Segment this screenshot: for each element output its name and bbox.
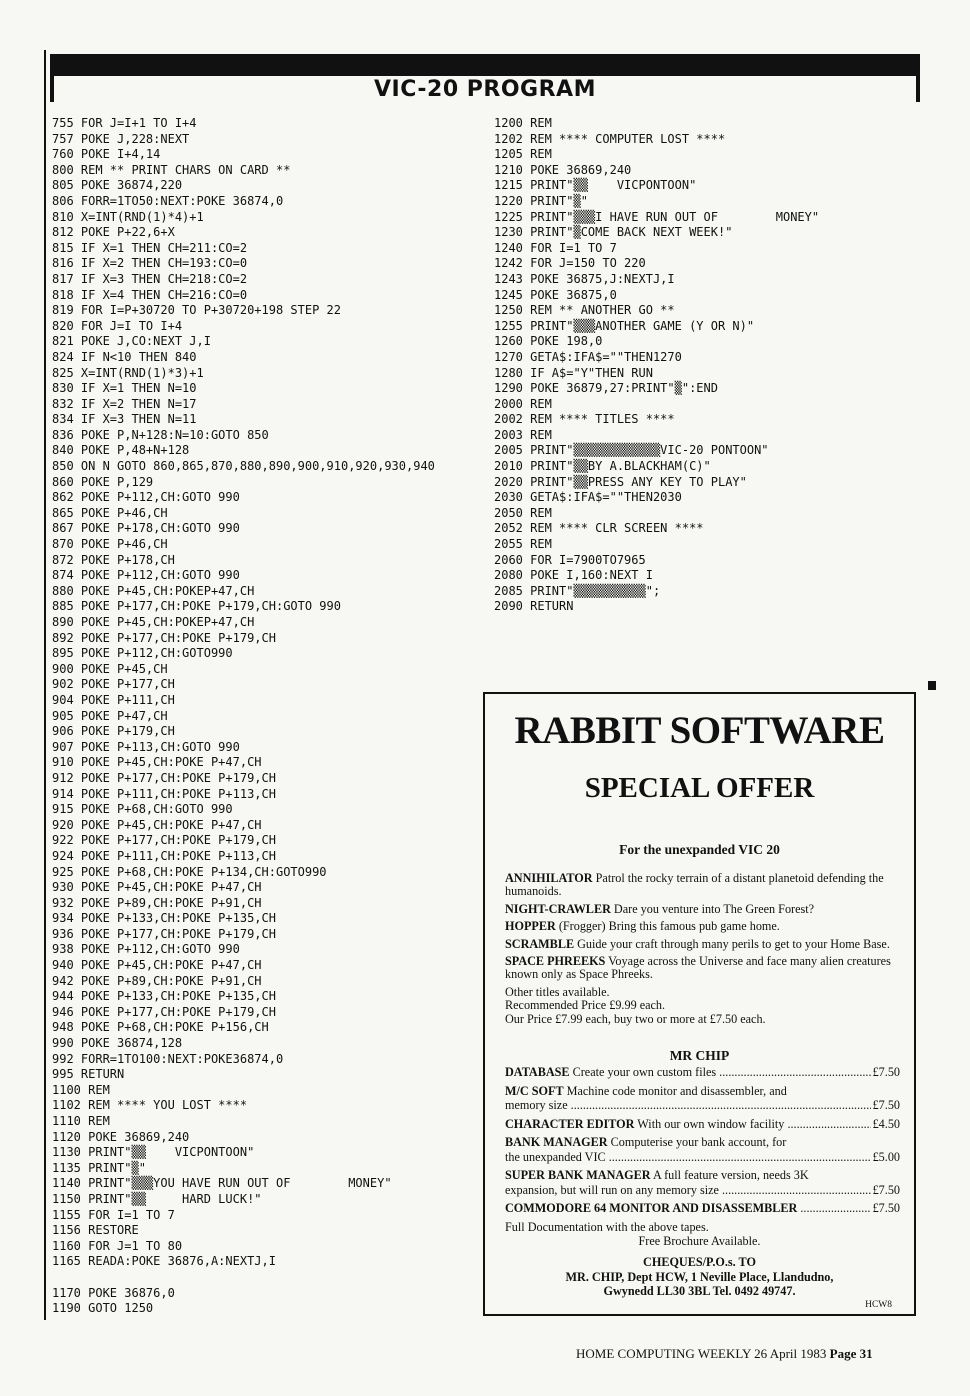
code-line: 895 POKE P+112,CH:GOTO990	[52, 646, 233, 661]
code-line: 867 POKE P+178,CH:GOTO 990	[52, 521, 240, 536]
code-line: 760 POKE I+4,14	[52, 147, 161, 162]
product-name: HOPPER	[505, 919, 556, 934]
address-line-1: MR. CHIP, Dept HCW, 1 Neville Place, Llandudno,	[565, 1269, 834, 1284]
code-line: 1156 RESTORE	[52, 1223, 139, 1238]
code-line: 1190 GOTO 1250	[52, 1301, 154, 1316]
edge-mark	[928, 681, 936, 690]
code-line: 892 POKE P+177,CH:POKE P+179,CH	[52, 630, 276, 645]
code-line: 1135 PRINT"▒"	[52, 1160, 146, 1175]
mrchip-item	[505, 1168, 900, 1197]
code-line: 757 POKE J,228:NEXT	[52, 131, 190, 146]
code-line: 800 REM ** PRINT CHARS ON CARD **	[52, 162, 291, 177]
banner	[50, 54, 920, 102]
product-description: Guide your craft through many perils to get to your Home Base.	[577, 936, 890, 951]
mrchip-item-name: DATABASE	[505, 1065, 570, 1079]
mrchip-item-name: CHARACTER EDITOR	[505, 1116, 635, 1131]
code-line: 938 POKE P+112,CH:GOTO 990	[52, 942, 240, 957]
code-line: 1170 POKE 36876,0	[52, 1285, 175, 1300]
code-line: 810 X=INT(RND(1)*4)+1	[52, 209, 204, 224]
code-line: 824 IF N<10 THEN 840	[52, 349, 197, 364]
code-line: 1110 REM	[52, 1114, 110, 1128]
mrchip-item-desc: Create your own custom files	[572, 1065, 717, 1079]
code-line: 1165 READA:POKE 36876,A:NEXTJ,I	[52, 1254, 276, 1269]
page-number: Page 31	[829, 1346, 873, 1361]
code-line: 910 POKE P+45,CH:POKE P+47,CH	[52, 755, 262, 770]
product-entry	[505, 872, 900, 899]
product-entry	[505, 920, 900, 933]
rabbit-software-ad	[483, 692, 916, 1316]
code-line: 820 FOR J=I TO I+4	[52, 318, 183, 333]
mrchip-item	[505, 1135, 900, 1164]
code-line: 1215 PRINT"▒▒ VICPONTOON"	[494, 178, 697, 193]
free-brochure: Free Brochure Available.	[638, 1234, 761, 1248]
mrchip-item-desc: With our own window facility	[637, 1116, 785, 1131]
code-line: 995 RETURN	[52, 1067, 125, 1082]
code-line: 860 POKE P,129	[52, 474, 154, 489]
code-line: 2010 PRINT"▒▒BY A.BLACKHAM(C)"	[494, 459, 711, 474]
code-line: 948 POKE P+68,CH:POKE P+156,CH	[52, 1020, 269, 1035]
code-line: 1160 FOR J=1 TO 80	[52, 1238, 183, 1253]
code-line: 865 POKE P+46,CH	[52, 505, 168, 520]
code-line: 890 POKE P+45,CH:POKEP+47,CH	[52, 615, 255, 629]
code-line: 1205 REM	[494, 147, 552, 162]
code-line: 1225 PRINT"▒▒▒I HAVE RUN OUT OF MONEY"	[494, 209, 820, 224]
code-line: 830 IF X=1 THEN N=10	[52, 381, 197, 396]
cheques-address	[485, 1255, 914, 1299]
code-line: 1100 REM	[52, 1082, 110, 1097]
code-line: 2090 RETURN	[494, 599, 574, 614]
code-line: 924 POKE P+111,CH:POKE P+113,CH	[52, 848, 276, 863]
code-line: 2003 REM	[494, 427, 552, 442]
code-line: 805 POKE 36874,220	[52, 178, 183, 193]
product-name: ANNIHILATOR	[505, 871, 593, 885]
code-line: 2030 GETA$:IFA$=""THEN2030	[494, 490, 682, 505]
code-line: 1242 FOR J=150 TO 220	[494, 256, 646, 271]
cheques-line: CHEQUES/P.O.s. TO	[643, 1255, 756, 1269]
address-line-2: Gwynedd LL30 3BL Tel. 0492 49747.	[603, 1284, 796, 1298]
code-line: 922 POKE P+177,CH:POKE P+179,CH	[52, 833, 276, 848]
program-listing-right	[494, 116, 819, 615]
code-line: 1140 PRINT"▒▒▒YOU HAVE RUN OUT OF MONEY"	[52, 1176, 392, 1191]
mrchip-item-name: M/C SOFT	[505, 1083, 564, 1098]
code-line: 2055 REM	[494, 537, 552, 552]
code-line: 2060 FOR I=7900TO7965	[494, 552, 646, 567]
code-line: 2050 REM	[494, 505, 552, 520]
code-line: 812 POKE P+22,6+X	[52, 225, 175, 240]
mrchip-item	[505, 1201, 900, 1216]
mrchip-item-price: £7.50	[872, 1182, 900, 1197]
code-line: 1130 PRINT"▒▒ VICPONTOON"	[52, 1145, 255, 1160]
code-line: 840 POKE P,48+N+128	[52, 443, 190, 458]
our-price: Our Price £7.99 each, buy two or more at £7.50 each.	[505, 1011, 766, 1026]
code-line: 902 POKE P+177,CH	[52, 677, 175, 692]
code-line: 806 FORR=1TO50:NEXT:POKE 36874,0	[52, 193, 284, 208]
code-line: 925 POKE P+68,CH:POKE P+134,CH:GOTO990	[52, 864, 327, 879]
publication-line: HOME COMPUTING WEEKLY 26 April 1983	[576, 1346, 827, 1361]
ad-code: HCW8	[865, 1300, 892, 1310]
code-line: 818 IF X=4 THEN CH=216:CO=0	[52, 287, 248, 302]
code-line: 1202 REM **** COMPUTER LOST ****	[494, 131, 726, 146]
code-line: 914 POKE P+111,CH:POKE P+113,CH	[52, 786, 276, 801]
code-line: 850 ON N GOTO 860,865,870,880,890,900,910,920,930,940	[52, 459, 435, 474]
product-description: Voyage across the Universe and face many alien creatures known only as Space Phreeks.	[505, 954, 891, 982]
code-line: 1255 PRINT"▒▒▒ANOTHER GAME (Y OR N)"	[494, 318, 755, 333]
product-name: SPACE PHREEKS	[505, 954, 606, 969]
mrchip-item-desc-2: memory size .....	[505, 1098, 871, 1113]
code-line: 944 POKE P+133,CH:POKE P+135,CH	[52, 989, 276, 1004]
other-titles: Other titles available.	[505, 984, 610, 999]
mrchip-item-desc: Machine code monitor and disassembler, and	[566, 1083, 787, 1098]
code-line: 936 POKE P+177,CH:POKE P+179,CH	[52, 926, 276, 941]
code-line: 1240 FOR I=1 TO 7	[494, 240, 617, 255]
code-line: 934 POKE P+133,CH:POKE P+135,CH	[52, 911, 276, 926]
mrchip-item-name: COMMODORE 64 MONITOR AND DISASSEMBLER	[505, 1201, 798, 1215]
code-line: 1230 PRINT"▒COME BACK NEXT WEEK!"	[494, 225, 733, 240]
code-line: 904 POKE P+111,CH	[52, 692, 175, 707]
mrchip-list	[505, 1065, 900, 1216]
ad-title: RABBIT SOFTWARE	[514, 709, 885, 752]
code-line: 992 FORR=1TO100:NEXT:POKE36874,0	[52, 1051, 284, 1066]
code-line: 946 POKE P+177,CH:POKE P+179,CH	[52, 1004, 276, 1019]
code-line: 885 POKE P+177,CH:POKE P+179,CH:GOTO 990	[52, 599, 341, 614]
mrchip-item-name: SUPER BANK MANAGER	[505, 1168, 651, 1182]
code-line: 1210 POKE 36869,240	[494, 162, 632, 177]
code-line: 825 X=INT(RND(1)*3)+1	[52, 365, 204, 380]
mrchip-item-price: £7.50	[872, 1201, 900, 1215]
product-description: (Frogger) Bring this famous pub game home.	[558, 919, 780, 934]
code-line: 1280 IF A$="Y"THEN RUN	[494, 365, 653, 380]
mrchip-item-desc: A full feature version, needs 3K	[652, 1168, 809, 1182]
code-line: 1120 POKE 36869,240	[52, 1129, 190, 1144]
code-line: 862 POKE P+112,CH:GOTO 990	[52, 490, 240, 505]
product-description: Dare you venture into The Green Forest?	[613, 901, 815, 916]
code-line: 912 POKE P+177,CH:POKE P+179,CH	[52, 770, 276, 785]
mrchip-item-price: £4.50	[872, 1116, 900, 1131]
code-line: 932 POKE P+89,CH:POKE P+91,CH	[52, 895, 262, 910]
code-line: 907 POKE P+113,CH:GOTO 990	[52, 739, 240, 754]
code-line: 1245 POKE 36875,0	[494, 287, 617, 302]
code-line: 755 FOR J=I+1 TO I+4	[52, 116, 197, 130]
code-line: 905 POKE P+47,CH	[52, 708, 168, 723]
code-line: 906 POKE P+179,CH	[52, 724, 175, 739]
ad-products	[505, 872, 900, 1026]
code-line: 817 IF X=3 THEN CH=218:CO=2	[52, 271, 248, 286]
mrchip-item	[505, 1065, 900, 1080]
code-line: 1200 REM	[494, 116, 552, 130]
code-line: 1243 POKE 36875,J:NEXTJ,I	[494, 271, 675, 286]
code-line: 2020 PRINT"▒▒PRESS ANY KEY TO PLAY"	[494, 474, 747, 489]
code-line: 819 FOR I=P+30720 TO P+30720+198 STEP 22	[52, 303, 341, 318]
code-line: 2080 POKE I,160:NEXT I	[494, 568, 653, 583]
code-line: 2052 REM **** CLR SCREEN ****	[494, 521, 704, 536]
code-line: 832 IF X=2 THEN N=17	[52, 396, 197, 411]
program-listing-left	[52, 116, 435, 1317]
product-entry	[505, 955, 900, 982]
code-line: 836 POKE P,N+128:N=10:GOTO 850	[52, 427, 269, 442]
code-line: 1155 FOR I=1 TO 7	[52, 1207, 175, 1222]
code-line: 990 POKE 36874,128	[52, 1036, 183, 1051]
code-line: 821 POKE J,CO:NEXT J,I	[52, 334, 211, 349]
code-line: 900 POKE P+45,CH	[52, 661, 168, 676]
mrchip-heading: MR CHIP	[669, 1048, 730, 1063]
code-line: 1290 POKE 36879,27:PRINT"▒":END	[494, 381, 718, 396]
mrchip-item-price: £7.50	[872, 1065, 900, 1079]
code-line: 1150 PRINT"▒▒ HARD LUCK!"	[52, 1191, 262, 1206]
banner-inner	[54, 76, 916, 102]
page-footer	[576, 1346, 873, 1362]
code-line: 2005 PRINT"▒▒▒▒▒▒▒▒▒▒▒▒VIC-20 PONTOON"	[494, 443, 769, 458]
mrchip-item-desc-2: the unexpanded VIC .....	[505, 1150, 871, 1165]
mrchip-items	[505, 1065, 900, 1234]
product-list	[505, 872, 900, 982]
ad-subtitle: For the unexpanded VIC 20	[619, 842, 780, 857]
full-documentation: Full Documentation with the above tapes.	[505, 1219, 709, 1234]
code-line: 920 POKE P+45,CH:POKE P+47,CH	[52, 817, 262, 832]
mrchip-item-name: BANK MANAGER	[505, 1135, 608, 1149]
code-line: 2000 REM	[494, 396, 552, 411]
code-line: 1250 REM ** ANOTHER GO **	[494, 303, 675, 318]
code-line: 872 POKE P+178,CH	[52, 552, 175, 567]
banner-title: VIC-20 PROGRAM	[374, 76, 596, 102]
mrchip-item	[505, 1084, 900, 1113]
product-entry	[505, 903, 900, 916]
code-line: 834 IF X=3 THEN N=11	[52, 412, 197, 427]
code-line: 874 POKE P+112,CH:GOTO 990	[52, 568, 240, 583]
product-name: NIGHT-CRAWLER	[505, 901, 611, 916]
code-line: 940 POKE P+45,CH:POKE P+47,CH	[52, 958, 262, 973]
code-line: 870 POKE P+46,CH	[52, 537, 168, 552]
recommended-price: Recommended Price £9.99 each.	[505, 998, 666, 1013]
code-line: 815 IF X=1 THEN CH=211:CO=2	[52, 240, 248, 255]
code-line: 915 POKE P+68,CH:GOTO 990	[52, 802, 233, 817]
mrchip-item	[505, 1117, 900, 1132]
code-line: 942 POKE P+89,CH:POKE P+91,CH	[52, 973, 262, 988]
mrchip-item-price: £7.50	[872, 1098, 900, 1112]
ad-offer: SPECIAL OFFER	[584, 772, 815, 804]
code-line: 930 POKE P+45,CH:POKE P+47,CH	[52, 880, 262, 895]
product-description: Patrol the rocky terrain of a distant planetoid defending the humanoids.	[505, 871, 884, 899]
code-line: 2002 REM **** TITLES ****	[494, 412, 675, 427]
code-line: 1102 REM **** YOU LOST ****	[52, 1098, 248, 1113]
code-line: 880 POKE P+45,CH:POKEP+47,CH	[52, 583, 255, 598]
code-line	[52, 1270, 435, 1286]
mrchip-item-price: £5.00	[872, 1149, 900, 1164]
product-entry	[505, 938, 900, 951]
code-line: 2085 PRINT"▒▒▒▒▒▒▒▒▒▒";	[494, 583, 661, 598]
code-line: 1270 GETA$:IFA$=""THEN1270	[494, 349, 682, 364]
mrchip-item-desc: Computerise your bank account, for	[610, 1135, 787, 1149]
code-line: 1220 PRINT"▒"	[494, 193, 588, 208]
code-line: 816 IF X=2 THEN CH=193:CO=0	[52, 256, 248, 271]
code-line: 1260 POKE 198,0	[494, 334, 603, 349]
mrchip-item-desc-2: expansion, but will run on any memory size .....	[505, 1183, 871, 1198]
product-name: SCRAMBLE	[505, 936, 575, 951]
